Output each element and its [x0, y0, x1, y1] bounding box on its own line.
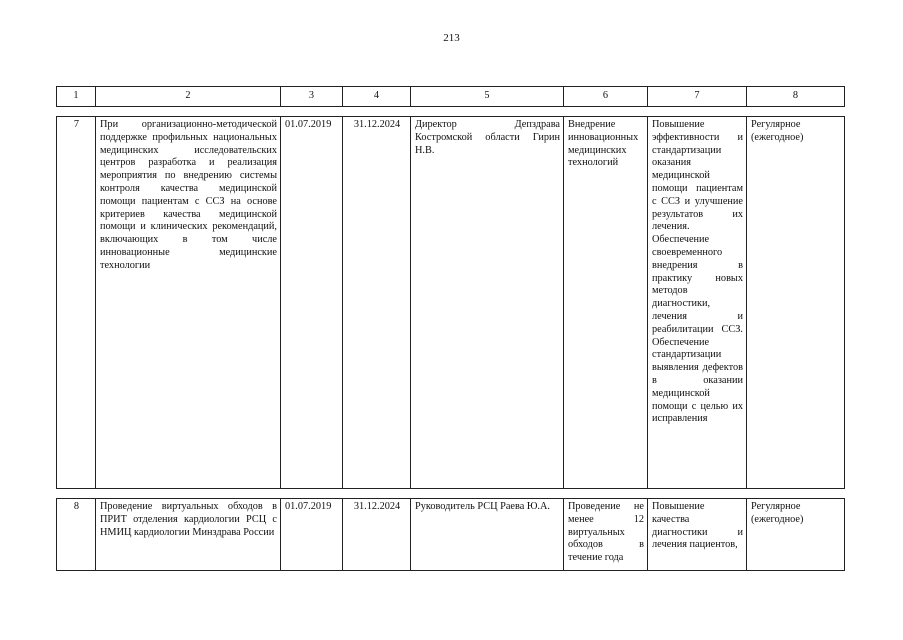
start-date: 01.07.2019: [281, 117, 343, 489]
expected-result: Проведение не менее 12 виртуальных обходов в течение года: [564, 499, 648, 571]
spacer-row: [57, 107, 845, 117]
start-date: 01.07.2019: [281, 499, 343, 571]
goal-description: Повышение эффективности и стандартизации оказания медицинской помощи пациентам с ССЗ и улучшение результатов их лечения. Обеспечение своевременного внедрения в практику новых методов диагностики, лечения и реабилитации ССЗ. Обеспечение стандартизации выявления дефектов в оказании медицинской помощи с целью их исправления: [648, 117, 747, 489]
header-col-5: 5: [411, 87, 564, 107]
end-date: 31.12.2024: [343, 117, 411, 489]
row-number: 7: [57, 117, 96, 489]
periodicity: Регулярное (ежегодное): [747, 499, 845, 571]
event-description: При организационно-методической поддержке профильных национальных медицинских исследовательских центров разработка и реализация мероприятия по внедрению системы контроля качества медицинской помощи пациентам с ССЗ на основе критериев качества медицинской помощи и клинических рекомендаций, включающих в том числе инновационные медицинские технологии: [96, 117, 281, 489]
spacer-row: [57, 489, 845, 499]
header-row: [57, 87, 845, 107]
end-date: 31.12.2024: [343, 499, 411, 571]
table-row: [57, 499, 845, 571]
measures-table: [56, 86, 845, 571]
header-col-6: 6: [564, 87, 648, 107]
responsible-person: Директор Депздрава Костромской области Гирин Н.В.: [411, 117, 564, 489]
expected-result: Внедрение инновационных медицинских технологий: [564, 117, 648, 489]
header-col-4: 4: [343, 87, 411, 107]
event-description: Проведение виртуальных обходов в ПРИТ отделения кардиологии РСЦ с НМИЦ кардиологии Минздрава России: [96, 499, 281, 571]
responsible-person: Руководитель РСЦ Раева Ю.А.: [411, 499, 564, 571]
row-number: 8: [57, 499, 96, 571]
header-col-1: 1: [57, 87, 96, 107]
periodicity: Регулярное (ежегодное): [747, 117, 845, 489]
page-number: 213: [443, 32, 460, 44]
header-col-2: 2: [96, 87, 281, 107]
goal-description: Повышение качества диагностики и лечения пациентов,: [648, 499, 747, 571]
table-row: [57, 117, 845, 489]
header-col-8: 8: [747, 87, 845, 107]
header-col-3: 3: [281, 87, 343, 107]
header-col-7: 7: [648, 87, 747, 107]
